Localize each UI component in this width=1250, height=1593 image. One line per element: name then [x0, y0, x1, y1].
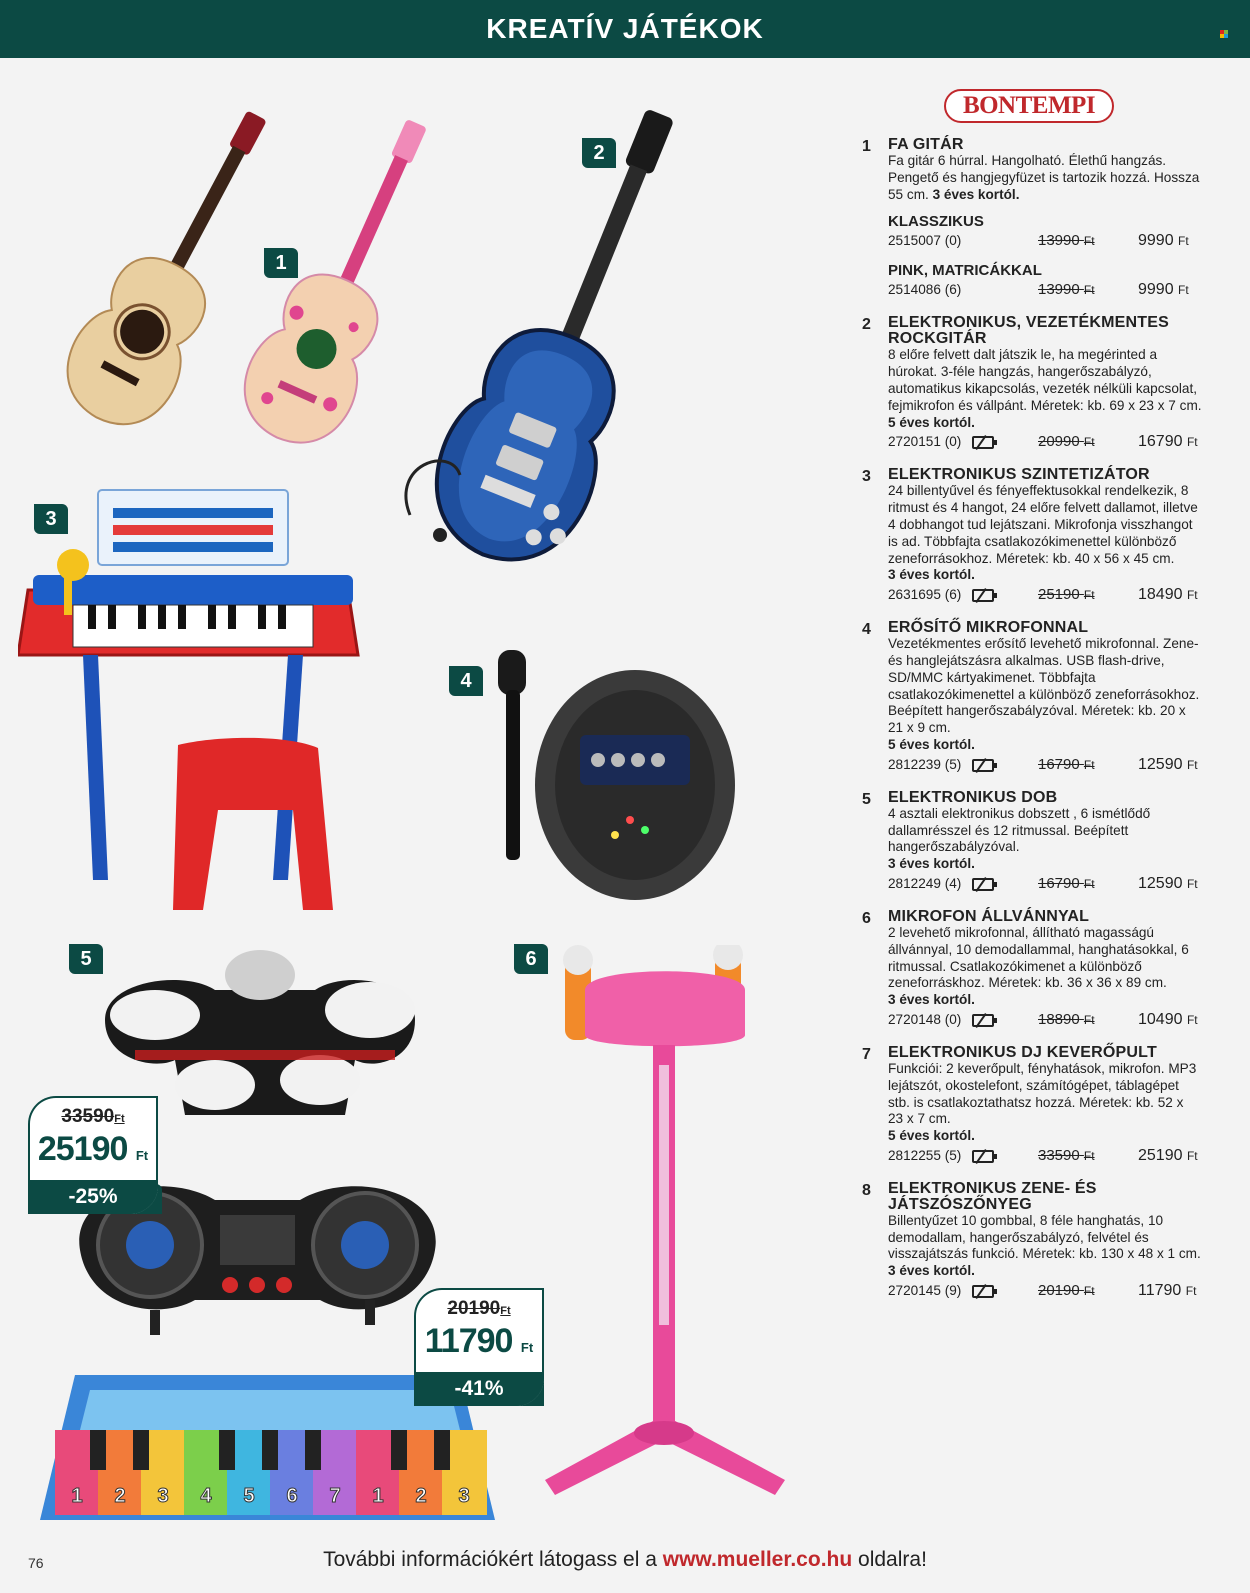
product-description: 24 billentyűvel és fényeffektusokkal rendelkezik, 8 ritmust és 4 hangot, 24 előre felvett dallamot, illetve 4 dobhangot tud lejátszani. Mikrofonja visszhangot is ad. Többfajta csatlakozókimenettel különböző zeneforrásokhoz. Méretek: kb. 40 x 56 x 45 cm.	[888, 483, 1198, 566]
product-description: Fa gitár 6 húrral. Hangolható. Élethű hangzás. Pengető és hangjegyfüzet is tartozik hozzá. Hossza 55 cm. 3 éves kortól.	[888, 153, 1200, 202]
product-badge-4: 4	[449, 666, 483, 696]
product-code: 2631695 (6)	[888, 587, 962, 603]
microphone-stand-image	[535, 945, 800, 1510]
promo-discount: -25%	[28, 1180, 158, 1214]
mat-key-label: 1	[372, 1485, 384, 1507]
product-title: ELEKTRONIKUS DJ KEVERŐPULT	[888, 1043, 1157, 1061]
amplifier-image	[490, 650, 740, 910]
rock-guitar-image	[380, 95, 750, 595]
mat-key-label: 3	[157, 1485, 169, 1507]
product-variant	[888, 262, 1202, 301]
old-price: 20190 Ft	[1038, 1282, 1095, 1300]
page-header	[0, 0, 1250, 58]
product-item	[862, 1045, 1202, 1167]
product-title: ELEKTRONIKUS DOB	[888, 788, 1058, 806]
new-price: 25190 Ft	[1138, 1146, 1198, 1164]
old-price: 13990 Ft	[1038, 232, 1095, 250]
battery-not-included-icon	[972, 589, 994, 602]
page-title: KREATÍV JÁTÉKOK	[486, 13, 764, 44]
bontempi-logo: BONTEMPI	[944, 89, 1114, 123]
age-recommendation: 3 éves kortól.	[888, 856, 975, 872]
product-number: 3	[862, 468, 871, 486]
promo-old-price: 20190Ft	[447, 1298, 511, 1319]
product-item	[862, 315, 1202, 453]
product-description: Funkciói: 2 keverőpult, fényhatások, mikrofon. MP3 lejátszót, okostelefont, számítógépet, táblagépet stb. is csatlakoztathatsz hozzá. Méretek: kb. 52 x 23 x 7 cm.	[888, 1060, 1197, 1127]
mat-key-label: 5	[243, 1485, 255, 1507]
synthesizer-image	[18, 480, 368, 930]
promo-new-price: 25190 Ft	[37, 1130, 149, 1168]
new-price: 9990 Ft	[1138, 232, 1189, 250]
product-code: 2720145 (9)	[888, 1283, 962, 1299]
product-description: 8 előre felvett dalt játszik le, ha megérinted a húrokat. 3-féle hangzás, hangerőszabályzó, automatikus kikapcsolás, vezeték nélküli kapcsolat, fejmikrofon és vállpánt. Méretek: kb. 69 x 23 x 7 cm.	[888, 347, 1202, 413]
product-number: 2	[862, 316, 871, 334]
promo-old-price: 33590Ft	[61, 1106, 125, 1127]
product-item	[862, 467, 1202, 606]
age-recommendation: 5 éves kortól.	[888, 414, 975, 430]
old-price: 16790 Ft	[1038, 755, 1095, 773]
product-code: 2812239 (5)	[888, 756, 962, 772]
battery-not-included-icon	[972, 1014, 994, 1027]
price-row	[888, 230, 1202, 252]
product-title: ELEKTRONIKUS SZINTETIZÁTOR	[888, 466, 1150, 484]
product-description: Billentyűzet 10 gombbal, 8 féle hanghatás, 10 demodallam, hangerőszabályzó, felvétel és visszajátszás funkció. Méretek: kb. 130 x 48 x 1 cm.	[888, 1212, 1201, 1262]
new-price: 16790 Ft	[1138, 433, 1198, 451]
old-price: 13990 Ft	[1038, 281, 1095, 299]
old-price: 16790 Ft	[1038, 874, 1095, 892]
product-code: 2812255 (5)	[888, 1147, 962, 1163]
price-row	[888, 431, 1202, 453]
mat-key-label: 6	[286, 1485, 298, 1507]
price-row	[888, 279, 1202, 301]
battery-not-included-icon	[972, 878, 994, 891]
age-recommendation: 3 éves kortól.	[888, 992, 975, 1008]
new-price: 12590 Ft	[1138, 755, 1198, 773]
product-badge-5: 5	[69, 944, 103, 974]
variant-name: KLASSZIKUS	[888, 213, 984, 231]
page-number: 76	[28, 1555, 44, 1571]
age-recommendation: 5 éves kortól.	[888, 736, 975, 752]
promo-new-price: 11790 Ft	[424, 1322, 534, 1360]
product-title: FA GITÁR	[888, 136, 964, 153]
product-badge-3: 3	[34, 504, 68, 534]
brand-mark-icon	[1220, 30, 1228, 38]
age-recommendation: 3 éves kortól.	[888, 1263, 975, 1279]
mat-key-label: 2	[114, 1485, 126, 1507]
product-item	[862, 137, 1202, 301]
promo-price-box-playmat	[414, 1288, 544, 1406]
new-price: 9990 Ft	[1138, 281, 1189, 299]
age-recommendation: 3 éves kortól.	[888, 567, 975, 583]
price-row	[888, 1280, 1202, 1302]
product-number: 1	[862, 138, 871, 155]
product-number: 6	[862, 909, 871, 927]
price-row	[888, 754, 1202, 776]
new-price: 11790 Ft	[1138, 1282, 1197, 1300]
product-description: 4 asztali elektronikus dobszett , 6 ismétlődő dallamrésszel és 12 ritmussal. Beépített hangerőszabályzóval.	[888, 805, 1151, 855]
promo-discount: -41%	[414, 1372, 544, 1406]
promo-price-box-dj-mixer	[28, 1096, 158, 1214]
new-price: 12590 Ft	[1138, 874, 1198, 892]
product-title: ERŐSÍTŐ MIKROFONNAL	[888, 619, 1089, 637]
product-description: 2 levehető mikrofonnal, állítható magasságú állvánnyal, 10 demodallammal, hanghatásokkal, 6 ritmussal. Csatlakozókimenet a különböző zeneforráskhoz. Méretek: kb. 36 x 36 x 89 cm.	[888, 924, 1189, 991]
mat-key-label: 1	[71, 1485, 83, 1507]
product-badge-2: 2	[582, 138, 616, 168]
battery-not-included-icon	[972, 1150, 994, 1163]
product-code: 2515007 (0)	[888, 233, 962, 249]
product-badge-6: 6	[514, 944, 548, 974]
product-item	[862, 790, 1202, 895]
product-number: 5	[862, 790, 871, 808]
website-link[interactable]: www.mueller.co.hu	[662, 1548, 853, 1571]
product-number: 4	[862, 621, 871, 639]
product-number: 7	[862, 1045, 871, 1063]
mat-key-label: 4	[200, 1485, 212, 1507]
old-price: 33590 Ft	[1038, 1146, 1095, 1164]
product-variant	[888, 213, 1202, 252]
product-title: MIKROFON ÁLLVÁNNYAL	[888, 907, 1090, 925]
product-title: ELEKTRONIKUS ZENE- ÉS JÁTSZÓSZŐNYEG	[888, 1179, 1097, 1213]
battery-not-included-icon	[972, 436, 994, 449]
product-code: 2812249 (4)	[888, 875, 962, 891]
old-price: 18890 Ft	[1038, 1010, 1095, 1028]
age-recommendation: 5 éves kortól.	[888, 1128, 975, 1144]
price-row	[888, 584, 1202, 606]
price-row	[888, 1009, 1202, 1031]
new-price: 18490 Ft	[1138, 586, 1198, 604]
mat-key-label: 2	[415, 1485, 427, 1507]
variant-name: PINK, MATRICÁKKAL	[888, 262, 1042, 280]
price-row	[888, 873, 1202, 895]
old-price: 25190 Ft	[1038, 586, 1095, 604]
product-title: ELEKTRONIKUS, VEZETÉKMENTES ROCKGITÁR	[888, 314, 1169, 348]
product-description: Vezetékmentes erősítő levehető mikrofonnal. Zene- és hanglejátszásra alkalmas. USB flash-drive, SD/MMC kártyakimenet. Többfajta csatlakozókimenettel a különböző zeneforrásokhoz. Beépített hangerőszabályzóval. Méretek: kb. 20 x 21 x 9 cm.	[888, 636, 1200, 736]
battery-not-included-icon	[972, 759, 994, 772]
product-code: 2514086 (6)	[888, 282, 962, 298]
product-badge-1: 1	[264, 248, 298, 278]
battery-not-included-icon	[972, 1285, 994, 1298]
product-list	[862, 137, 1202, 1316]
new-price: 10490 Ft	[1138, 1010, 1198, 1028]
product-item	[862, 909, 1202, 1031]
product-code: 2720151 (0)	[888, 434, 962, 450]
footer-info: További információkért látogass el a www.mueller.co.hu oldalra!	[323, 1548, 927, 1571]
old-price: 20990 Ft	[1038, 433, 1095, 451]
product-item	[862, 620, 1202, 776]
product-code: 2720148 (0)	[888, 1011, 962, 1027]
product-item	[862, 1181, 1202, 1302]
mat-key-label: 7	[329, 1485, 341, 1507]
price-row	[888, 1145, 1202, 1167]
mat-key-label: 3	[458, 1485, 470, 1507]
product-number: 8	[862, 1181, 871, 1199]
